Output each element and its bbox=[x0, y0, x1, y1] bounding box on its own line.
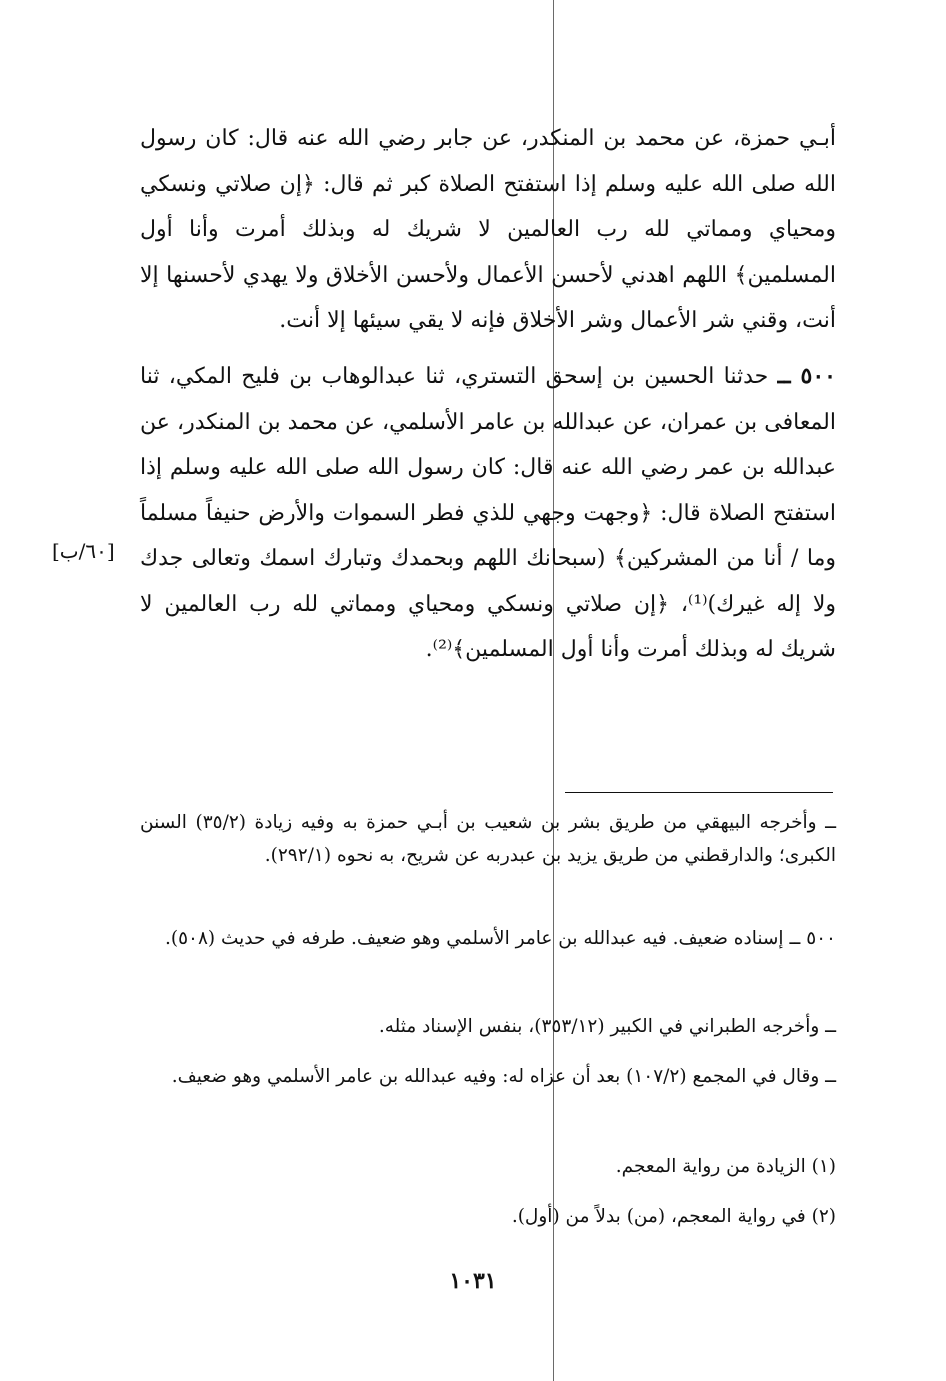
main-paragraph-2 bbox=[140, 354, 836, 673]
footnote-takhrij-500: ٥٠٠ ــ إسناده ضعيف. فيه عبدالله بن عامر الأسلمي وهو ضعيف. طرفه في حديث (٥٠٨). bbox=[164, 928, 836, 949]
footnote-1: (١) الزيادة من رواية المعجم. bbox=[615, 1156, 836, 1177]
footnote-takhrij-1: ــ وأخرجه البيهقي من طريق بشر بن شعيب بن أبـي حمزة به وفيه زيادة (٣٥/٢) السنن الكبرى؛ والدارقطني من طريق يزيد بن عبدربه عن شريح، به نحوه (٢٩٢/١). bbox=[140, 812, 836, 866]
hadith-500-text: حدثنا الحسين بن إسحق التستري، ثنا عبدالوهاب بن فليح المكي، ثنا المعافى بن عمران، عن عبدالله بن عامر الأسلمي، عن محمد بن المنكدر، عن عبدالله بن عمر رضي الله عنه قال: كان رسول الله صلى الله عليه وسلم إذا استفتح الصلاة قال: ﴿وجهت وجهي للذي فطر السموات والأرض حنيفاً مسلماً وما / أنا من المشركين﴾ (سبحانك اللهم وبحمدك وتبارك اسمك وتعالى جدك ولا إله غيرك)⁽¹⁾، ﴿إن صلاتي ونسكي ومحياي ومماتي لله رب العالمين لا شريك له وبذلك أمرت وأنا أول المسلمين﴾⁽²⁾. bbox=[140, 364, 836, 662]
page-number: ١٠٣١ bbox=[449, 1268, 497, 1294]
footnote-takhrij-majma: ــ وقال في المجمع (١٠٧/٢) بعد أن عزاه له: وفيه عبدالله بن عامر الأسلمي وهو ضعيف. bbox=[171, 1066, 836, 1087]
footnote-2: (٢) في رواية المعجم، (من) بدلاً من (أول). bbox=[511, 1206, 836, 1227]
footnote-separator bbox=[565, 792, 833, 793]
hadith-number: ٥٠٠ ــ bbox=[777, 363, 836, 389]
margin-folio-note: [٦٠/ب] bbox=[52, 539, 115, 563]
main-paragraph-1: أبـي حمزة، عن محمد بن المنكدر، عن جابر رضي الله عنه قال: كان رسول الله صلى الله عليه وسلم إذا استفتح الصلاة كبر ثم قال: ﴿إن صلاتي ونسكي ومحياي ومماتي لله رب العالمين لا شريك له وبذلك أمرت وأنا أول المسلمين﴾ اللهم اهدني لأحسن الأعمال ولأحسن الأخلاق ولا يهدي لأحسنها إلا أنت، وقني شر الأعمال وشر الأخلاق فإنه لا يقي سيئها إلا أنت. bbox=[140, 126, 836, 333]
footnote-takhrij-tabarani: ــ وأخرجه الطبراني في الكبير (٣٥٣/١٢)، بنفس الإسناد مثله. bbox=[378, 1016, 836, 1037]
